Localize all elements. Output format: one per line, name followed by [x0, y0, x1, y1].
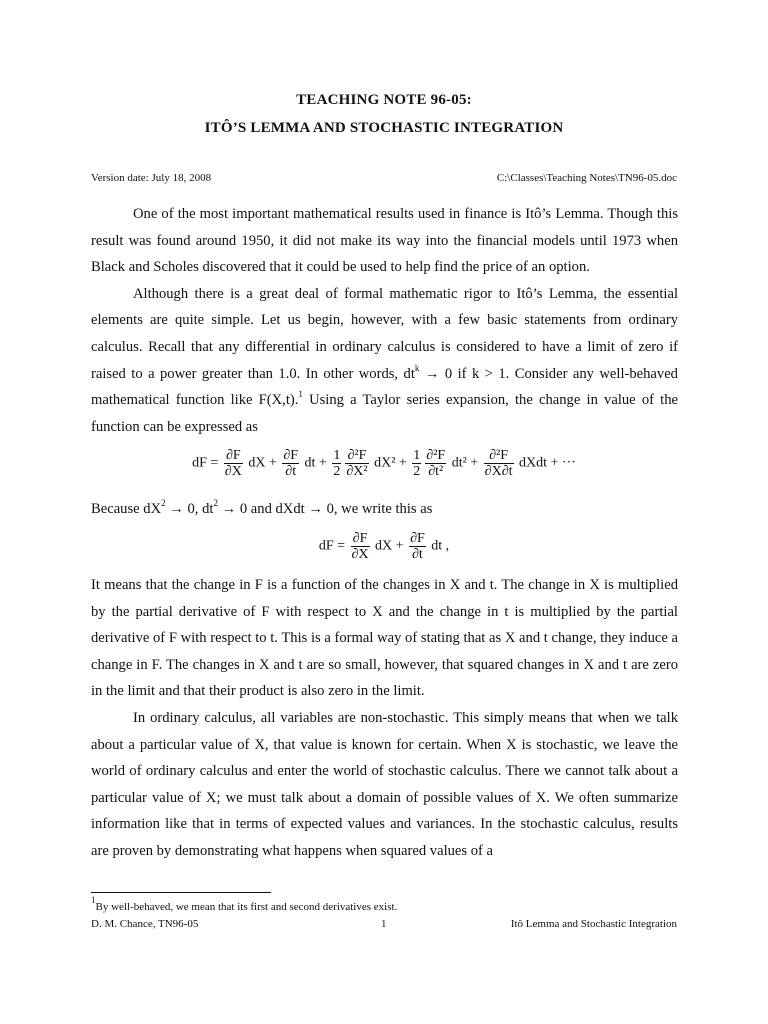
paragraph-1: One of the most important mathematical results used in finance is Itô’s Lemma. Though this result was found around 1950, it did not make its way into the financial models until 1973 when Black and Scholes discovered that it could be used to help find the price of an option. [91, 206, 678, 276]
superscript-k: k [414, 362, 420, 373]
fraction: $\frac{\text{∂²F}}{\text{∂t²}}$ [426, 448, 446, 479]
fraction: $\frac{\partial F}{\partial t}$ [410, 531, 425, 562]
footnote-text: By well-behaved, we mean that its first and second derivatives exist. [95, 901, 398, 913]
fraction: $\frac{\partial F}{\partial t}$ [283, 448, 299, 479]
paragraph-4: In ordinary calculus, all variables are non-stochastic. This simply means that when we talk about a particular value of X, that value is known for certain. When X is stochastic, we leave the world of ordinary calculus and enter the world of stochastic calculus. There we cannot talk about a particular value of X; we must talk about a domain of possible values of X. We often summarize information like that in terms of expected values and variances. In the stochastic calculus, results are proven by demonstrating what happens when squared values of a [91, 709, 678, 859]
fraction: $\frac{\partial F}{\partial X}$ [351, 531, 369, 562]
body-text-bottom [91, 572, 678, 865]
version-date: Version date: July 18, 2008 [91, 172, 212, 184]
page-number: 1 [381, 918, 387, 930]
fraction: $\frac{\text{∂²F}}{\text{∂X²}}$ [346, 448, 368, 479]
footnote-reference: 1 [298, 389, 303, 400]
fraction: $\frac{1}{2}$ [413, 448, 421, 479]
fraction: $\frac{1}{2}$ [333, 448, 341, 479]
file-path: C:\Classes\Teaching Notes\TN96-05.doc [496, 172, 677, 184]
fraction: $\frac{\text{∂²F}}{\partial X\partial t}$ [484, 448, 513, 479]
paragraph-3: It means that the change in F is a function of the changes in X and t. The change in X is multiplied by the partial derivative of F with respect to X and the change in t is multiplied by the partial derivative of F with respect to t. This is a formal way of stating that as X and t change, they induce a change in F. The changes in X and t are so small, however, that squared changes in X and t are zero in the limit and that their product is also zero in the limit. [91, 577, 678, 700]
body-text-top [91, 201, 678, 440]
fraction: $\frac{\partial F}{\partial X}$ [224, 448, 242, 479]
equation-simplified: dF = $\frac{\partial F}{\partial X}$ dX + $\frac{\partial F}{\partial t}$ dt , [318, 531, 450, 562]
footer-author: D. M. Chance, TN96-05 [91, 918, 199, 930]
footnote [91, 895, 398, 913]
paragraph-2: Although there is a great deal of formal mathematic rigor to Itô’s Lemma, the essential elements are quite simple. Let us begin, however, with a few basic statements from ordinary calculus. Recall that any differential in ordinary calculus is considered to have a limit of zero if raised to a power greater than 1.0. In other words, $dt^k \to 0$ if k > 1. Consider any well-behaved mathematical function like F(X,t).$^1$ Using a Taylor series expansion, the change in value of the function can be expressed as [91, 285, 678, 435]
footnote-divider [91, 892, 271, 893]
title-line-2: ITÔ’S LEMMA AND STOCHASTIC INTEGRATION [204, 120, 564, 136]
footer-title: Itô Lemma and Stochastic Integration [510, 918, 677, 930]
because-line: Because $dX^2 \to 0$, $dt^2 \to 0$ and dXdt → 0, we write this as [91, 498, 433, 517]
equation-taylor-expansion: dF = $\frac{\partial F}{\partial X}$ dX + $\frac{\partial F}{\partial t}$ dt + $\frac{1}{2}$ $\frac{\text{∂²F}}{\text{∂X²}}$ dX² + $\frac{1}{2}$ $\frac{\text{∂²F}}{\text{∂t²}}$ dt² + $\frac{\text{∂²F}}{\partial X\partial t}$ dXdt + ··· [192, 448, 576, 479]
footnote-marker: 1 [91, 895, 96, 905]
title-line-1: TEACHING NOTE 96-05: [296, 92, 472, 108]
